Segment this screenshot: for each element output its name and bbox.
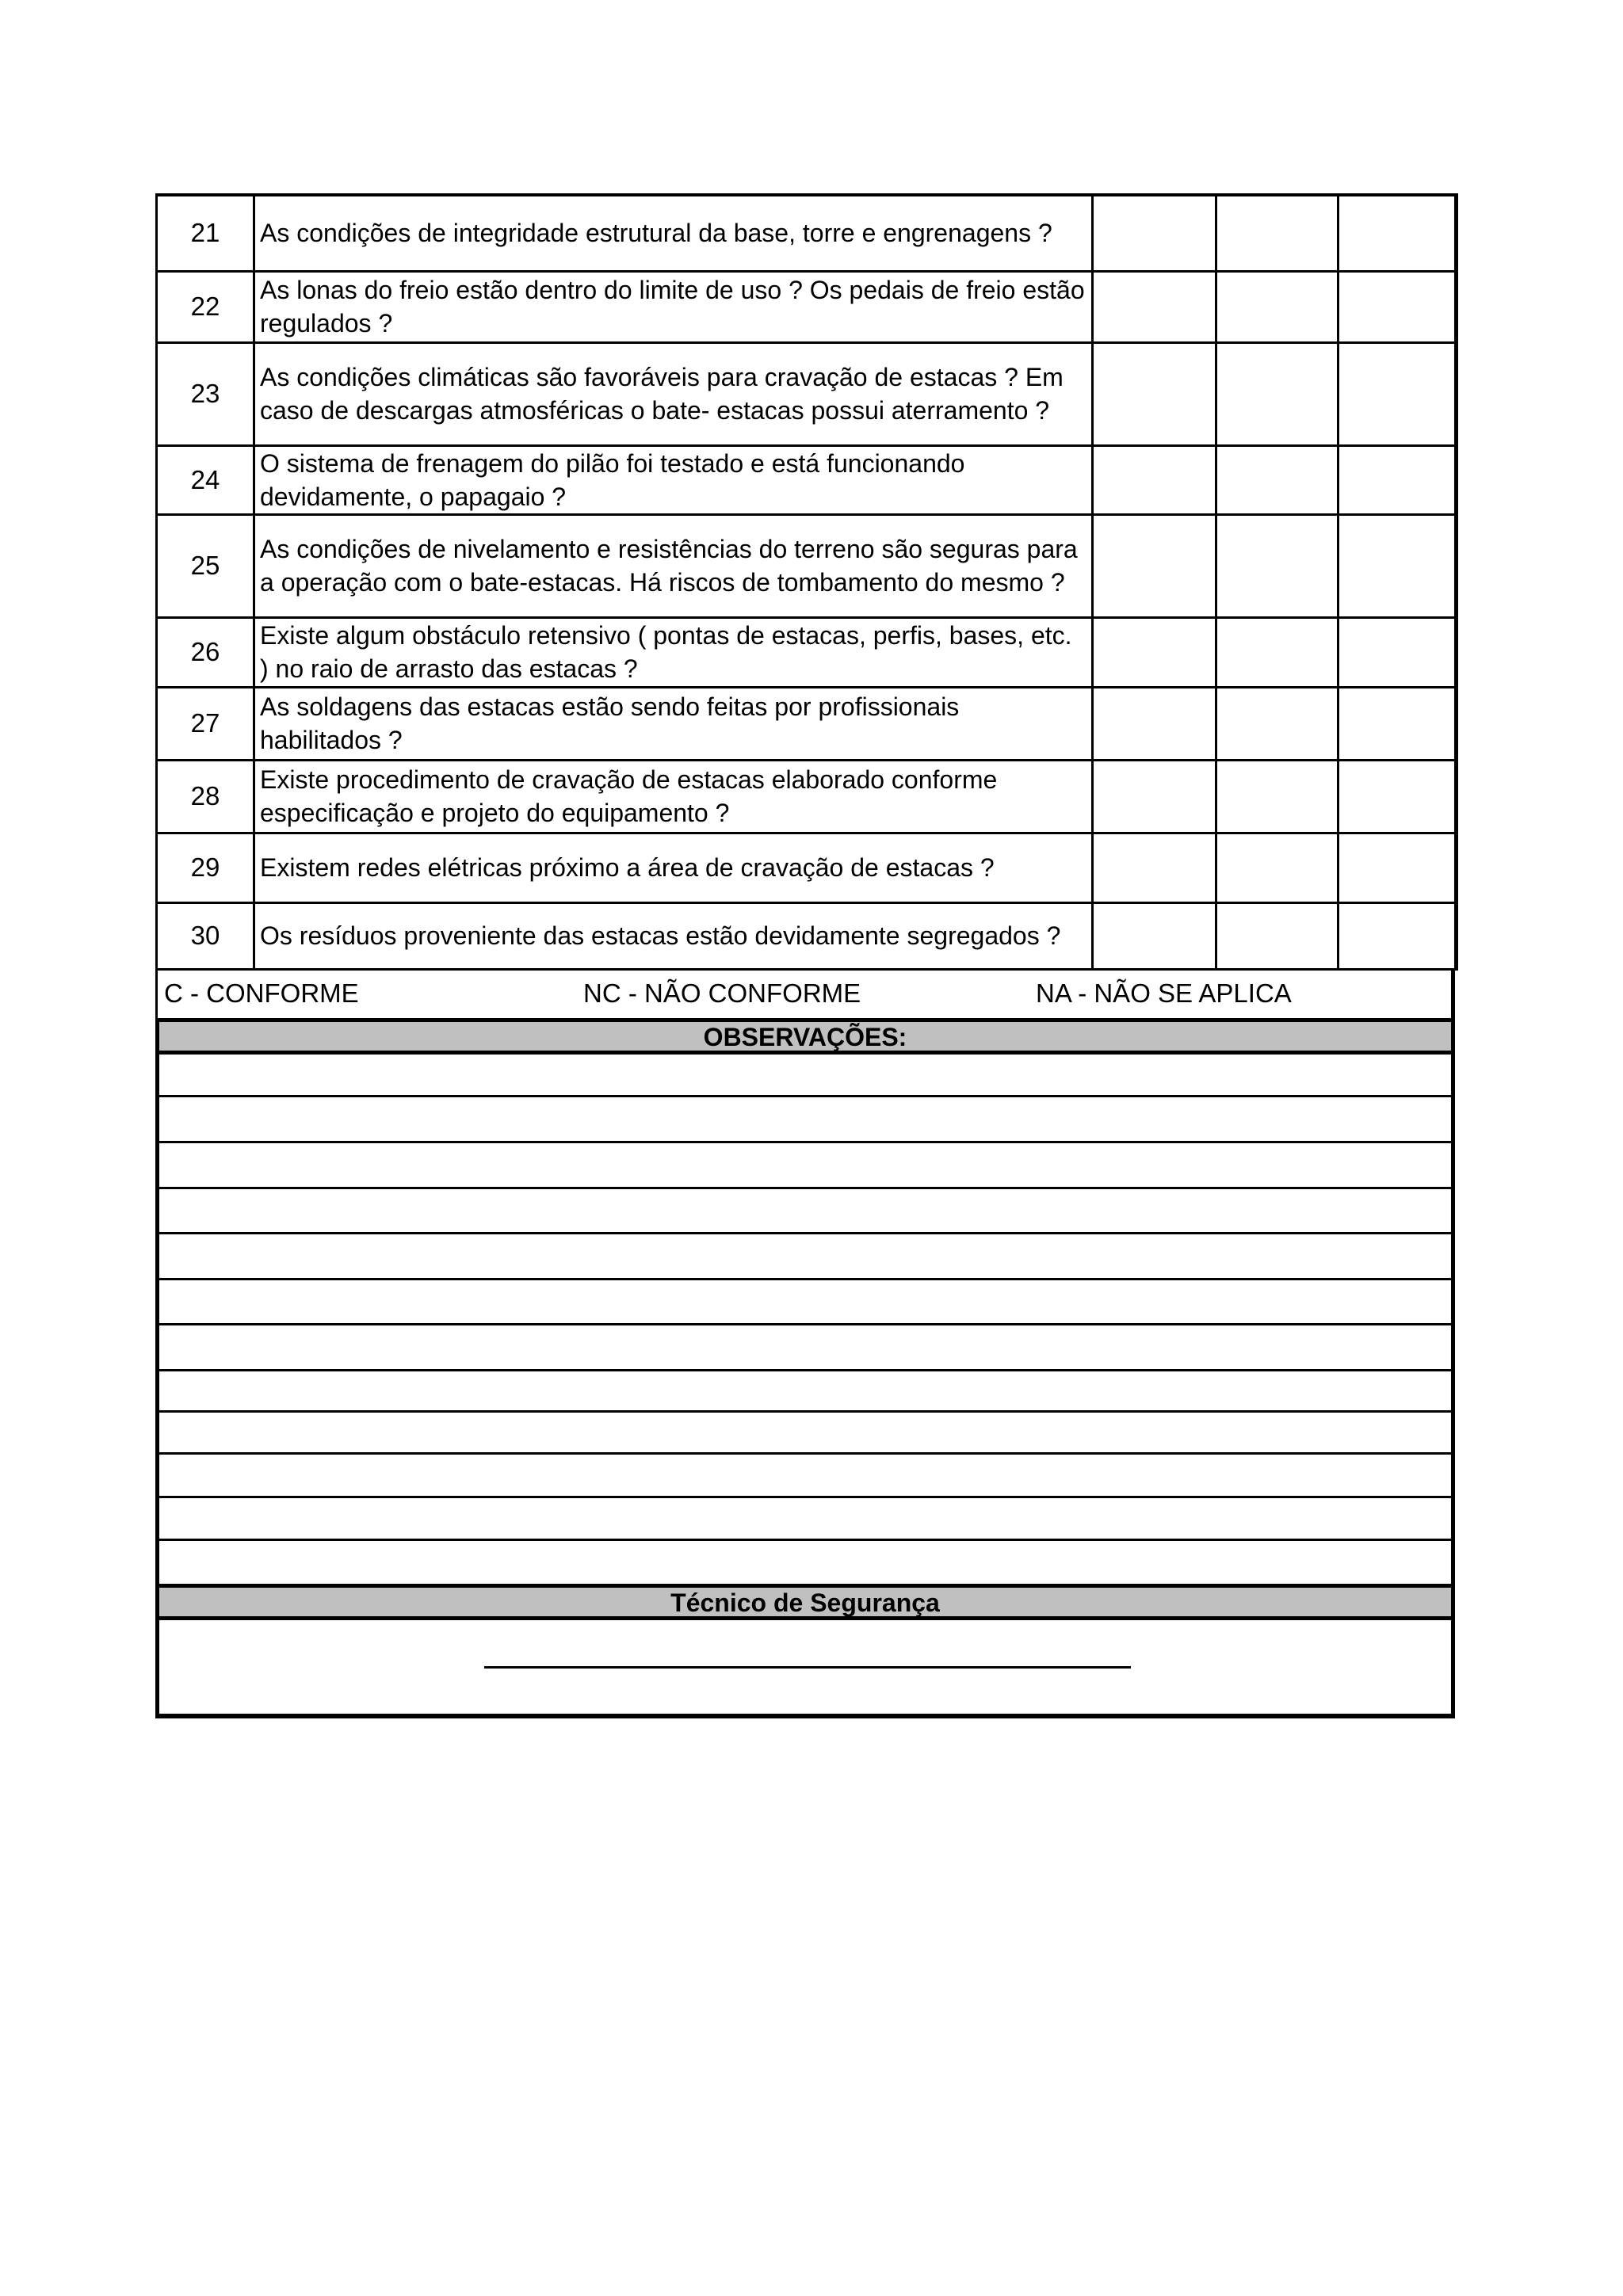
item-question: Existe procedimento de cravação de estacas elaborado conforme especificação e projeto do equipamento ?	[254, 760, 1093, 833]
answer-cell-c[interactable]	[1093, 760, 1216, 833]
item-question: As condições de integridade estrutural da base, torre e engrenagens ?	[254, 195, 1093, 271]
answer-cell-nc[interactable]	[1216, 195, 1338, 271]
checklist-row	[157, 271, 1457, 342]
answer-cell-c[interactable]	[1093, 342, 1216, 445]
answer-cell-c[interactable]	[1093, 902, 1216, 969]
observation-line[interactable]	[159, 1234, 1451, 1280]
observations-lines	[155, 1055, 1455, 1584]
answer-cell-c[interactable]	[1093, 833, 1216, 902]
observation-line[interactable]	[159, 1055, 1451, 1097]
answer-cell-na[interactable]	[1338, 902, 1457, 969]
answer-cell-nc[interactable]	[1216, 271, 1338, 342]
answer-cell-nc[interactable]	[1216, 445, 1338, 514]
item-number: 28	[157, 760, 254, 833]
answer-cell-nc[interactable]	[1216, 687, 1338, 760]
answer-cell-na[interactable]	[1338, 342, 1457, 445]
answer-cell-na[interactable]	[1338, 687, 1457, 760]
inspection-sheet	[155, 193, 1455, 1718]
observation-line[interactable]	[159, 1143, 1451, 1189]
observation-line[interactable]	[159, 1097, 1451, 1143]
item-number: 29	[157, 833, 254, 902]
item-question: As soldagens das estacas estão sendo feitas por profissionais habilitados ?	[254, 687, 1093, 760]
answer-cell-nc[interactable]	[1216, 514, 1338, 617]
observation-line[interactable]	[159, 1189, 1451, 1234]
item-question: Existem redes elétricas próximo a área de cravação de estacas ?	[254, 833, 1093, 902]
answer-cell-c[interactable]	[1093, 687, 1216, 760]
item-number: 30	[157, 902, 254, 969]
observation-line[interactable]	[159, 1371, 1451, 1413]
item-question: As condições de nivelamento e resistências do terreno são seguras para a operação com o bate-estacas. Há riscos de tombamento do mesmo ?	[254, 514, 1093, 617]
observation-line[interactable]	[159, 1325, 1451, 1371]
checklist-row	[157, 617, 1457, 687]
observation-line[interactable]	[159, 1541, 1451, 1584]
answer-cell-na[interactable]	[1338, 514, 1457, 617]
checklist-row	[157, 687, 1457, 760]
answer-cell-na[interactable]	[1338, 760, 1457, 833]
checklist-row	[157, 760, 1457, 833]
answer-cell-nc[interactable]	[1216, 617, 1338, 687]
item-number: 23	[157, 342, 254, 445]
item-question: Os resíduos proveniente das estacas estão devidamente segregados ?	[254, 902, 1093, 969]
observation-line[interactable]	[159, 1455, 1451, 1498]
answer-cell-na[interactable]	[1338, 617, 1457, 687]
legend-nao-conforme: NC - NÃO CONFORME	[583, 978, 861, 1008]
legend-nao-se-aplica: NA - NÃO SE APLICA	[1036, 978, 1292, 1008]
answer-cell-nc[interactable]	[1216, 342, 1338, 445]
checklist-table	[155, 193, 1458, 971]
answer-cell-na[interactable]	[1338, 445, 1457, 514]
signature-box[interactable]	[155, 1620, 1455, 1718]
item-number: 24	[157, 445, 254, 514]
answer-cell-c[interactable]	[1093, 271, 1216, 342]
legend-conforme: C - CONFORME	[164, 978, 359, 1008]
answer-cell-nc[interactable]	[1216, 902, 1338, 969]
answer-cell-nc[interactable]	[1216, 833, 1338, 902]
observation-line[interactable]	[159, 1280, 1451, 1325]
answer-cell-nc[interactable]	[1216, 760, 1338, 833]
answer-cell-na[interactable]	[1338, 271, 1457, 342]
checklist-row	[157, 445, 1457, 514]
observations-header: OBSERVAÇÕES:	[155, 1018, 1455, 1055]
checklist-body	[157, 195, 1457, 969]
item-number: 21	[157, 195, 254, 271]
item-number: 25	[157, 514, 254, 617]
checklist-row	[157, 833, 1457, 902]
item-question: As lonas do freio estão dentro do limite de uso ? Os pedais de freio estão regulados ?	[254, 271, 1093, 342]
item-number: 22	[157, 271, 254, 342]
item-number: 27	[157, 687, 254, 760]
item-question: O sistema de frenagem do pilão foi testado e está funcionando devidamente, o papagaio ?	[254, 445, 1093, 514]
answer-cell-c[interactable]	[1093, 617, 1216, 687]
answer-cell-c[interactable]	[1093, 445, 1216, 514]
item-number: 26	[157, 617, 254, 687]
observation-line[interactable]	[159, 1413, 1451, 1455]
signature-header: Técnico de Segurança	[155, 1584, 1455, 1620]
answer-cell-na[interactable]	[1338, 195, 1457, 271]
checklist-row	[157, 342, 1457, 445]
checklist-row	[157, 902, 1457, 969]
item-question: As condições climáticas são favoráveis para cravação de estacas ? Em caso de descargas atmosféricas o bate- estacas possui aterramento ?	[254, 342, 1093, 445]
observation-line[interactable]	[159, 1498, 1451, 1541]
answer-cell-na[interactable]	[1338, 833, 1457, 902]
answer-cell-c[interactable]	[1093, 195, 1216, 271]
item-question: Existe algum obstáculo retensivo ( pontas de estacas, perfis, bases, etc. ) no raio de arrasto das estacas ?	[254, 617, 1093, 687]
answer-cell-c[interactable]	[1093, 514, 1216, 617]
signature-line	[484, 1666, 1131, 1669]
legend-row	[155, 971, 1455, 1018]
checklist-row	[157, 514, 1457, 617]
checklist-row	[157, 195, 1457, 271]
